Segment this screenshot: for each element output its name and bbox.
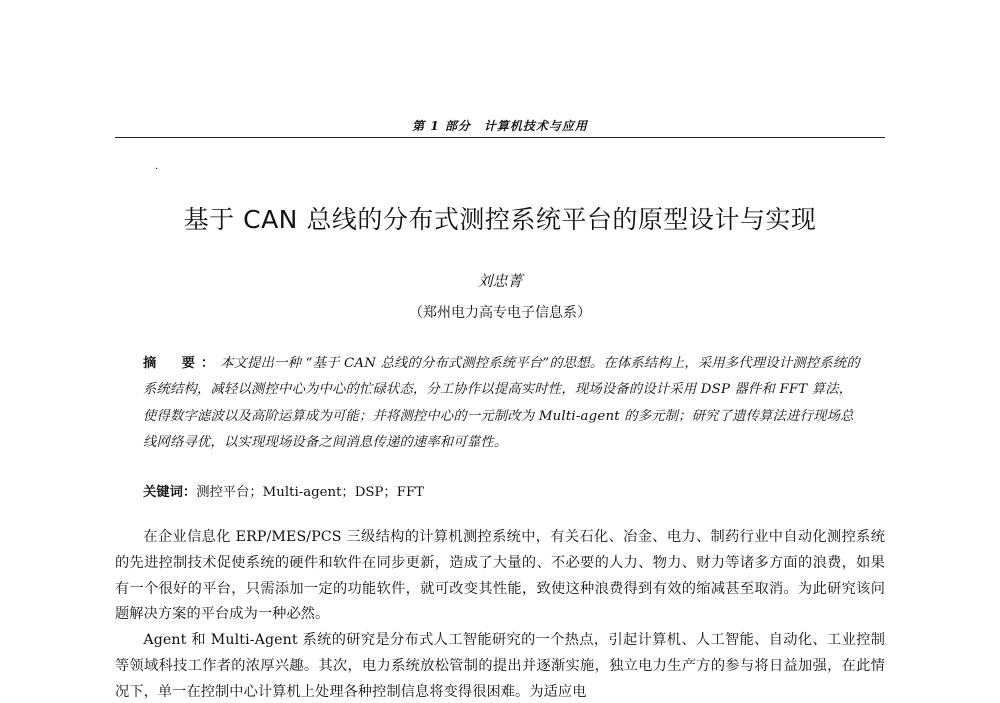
body-paragraph: 在企业信息化 ERP/MES/PCS 三级结构的计算机测控系统中，有关石化、冶金、电力、制药行业中自动化测控系统的先进控制技术促使系统的硬件和软件在同步更新，造成了大量的、不必要的人力、物力、财力等诸多方面的浪费，如果有一个很好的平台，只需添加一定的功能软件，就可改变其性能，致使这种浪费得到有效的缩减甚至取消。为此研究该问题解决方案的平台成为一种必然。: [115, 529, 885, 623]
header-rule: [115, 137, 885, 138]
author-name: 刘忠菁: [477, 272, 523, 290]
abstract-label: 摘 要：: [143, 356, 221, 371]
body-paragraph: Agent 和 Multi-Agent 系统的研究是分布式人工智能研究的一个热点，引起计算机、人工智能、自动化、工业控制等领域科技工作者的浓厚兴趣。其次，电力系统放松管制的提出并逐渐实施，独立电力生产方的参与将日益加强，在此情况下，单一在控制中心计算机上处理各种控制信息将变得很困难。为适应电: [115, 632, 885, 700]
keywords-label: 关键词：: [143, 485, 197, 500]
abstract: [143, 351, 863, 457]
abstract-text: 本文提出一种 “基于 CAN 总线的分布式测控系统平台”的思想。在体系结构上，采用多代理设计测控系统的系统结构，减轻以测控中心为中心的忙碌状态，分工协作以提高实时性，现场设备的设计采用 DSP 器件和 FFT 算法，使得数字滤波以及高阶运算成为可能；并将测控中心的一元制改为 Multi-agent 的多元制；研究了遗传算法进行现场总线网络寻优，以实现现场设备之间消息传递的速率和可靠性。: [143, 356, 860, 451]
running-header: 第 1 部分 计算机技术与应用: [412, 119, 588, 133]
author-affiliation: （郑州电力高专电子信息系）: [409, 305, 591, 321]
body-text: [115, 525, 885, 703]
stray-mark: ·: [155, 164, 159, 175]
keywords: [143, 483, 863, 503]
paper-title: 基于 CAN 总线的分布式测控系统平台的原型设计与实现: [183, 205, 817, 234]
keywords-text: 测控平台；Multi-agent；DSP；FFT: [196, 485, 425, 500]
